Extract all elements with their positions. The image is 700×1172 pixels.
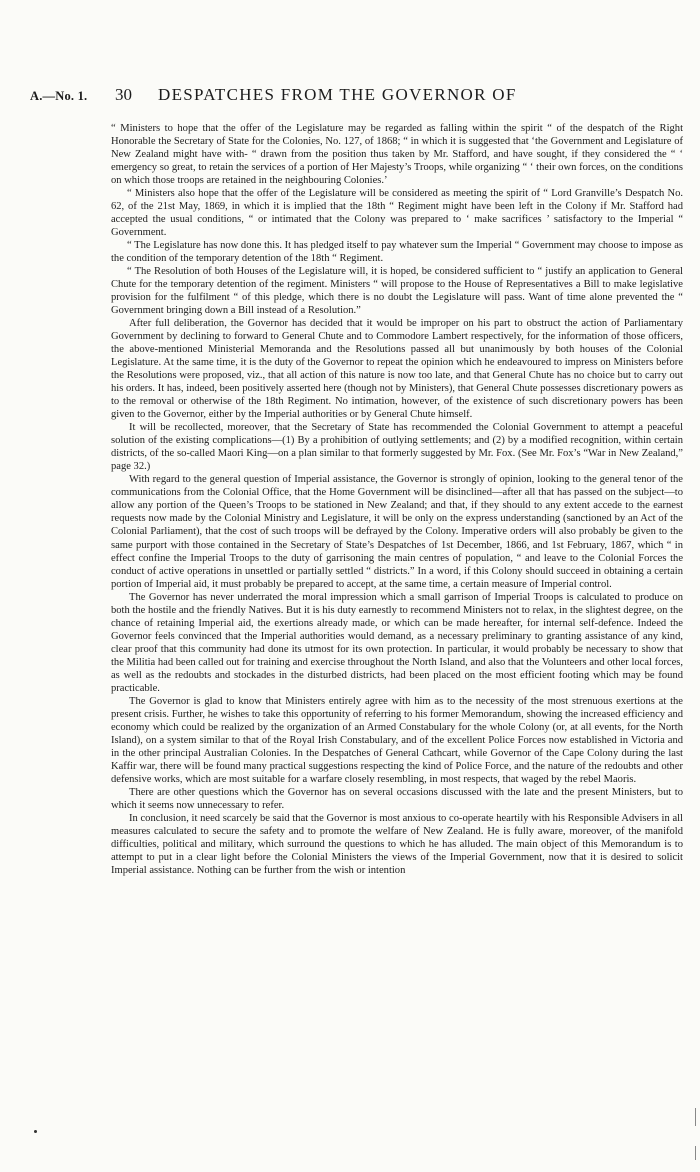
paragraph-moral-impression: The Governor has never underrated the moral impression which a small garrison of Imperial Troops is calculated to produce on both the hostile and the friendly Natives. But it is his duty earnestly to recommend Ministers not to relax, in the slightest degree, on the chance of retaining Imperial aid, the exertions already made, or which can be made hereafter, for internal self-defence. Indeed the Governor feels convinced that the Imperial authorities would demand, as a necessary preliminary to granting assistance of any kind, clear proof that this community had done its utmost for its own protection. In particular, it would probably be necessary to show that the Militia had been called out for training and exercise throughout the North Island, and also that the Volunteers and other local forces, as well as the redoubts and stockades in the disturbed districts, had been placed on the most efficient footing which may be found practicable. xyxy=(111,591,683,694)
paragraph-deliberation: After full deliberation, the Governor has decided that it would be improper on his part to obstruct the action of Parliamentary Government by declining to forward to General Chute and to Commodore Lambert respectively, for the information of those officers, the above-mentioned Ministerial Memoranda and the Resolutions passed all but unanimously by both houses of the Colonial Legislature. At the same time, it is the duty of the Governor to repeat the opinion which he endeavoured to impress on Ministers before the Resolutions were proposed, viz., that all action of this nature is now too late, and that General Chute has no choice but to carry out his orders. It has, indeed, been positively asserted here (though not by Ministers), that General Chute possesses discretionary powers as to the removal or otherwise of the 18th Regiment. No intimation, however, of the existence of such discretionary powers has been given to the Governor, either by the Imperial authorities or by General Chute himself. xyxy=(111,318,683,421)
document-body xyxy=(111,122,683,877)
page-number: 30 xyxy=(115,85,132,104)
edge-scan-mark xyxy=(695,1146,696,1160)
page-header xyxy=(30,83,690,111)
paragraph-quoted-2: “ Ministers also hope that the offer of the Legislature will be considered as meeting the spirit of “ Lord Granville’s Despatch No. 62, of the 21st May, 1869, in which it is implied that the 18th “ Regiment might have been left in the Colony if Mr. Stafford had accepted the usual conditions, “ or intimated that the Colony was prepared to ‘ make sacrifices ’ satisfactory to the Imperial “ Government. xyxy=(111,188,683,239)
edge-scan-mark xyxy=(695,1108,696,1126)
paragraph-conclusion: In conclusion, it need scarcely be said that the Governor is most anxious to co-operate heartily with his Responsible Advisers in all measures calculated to secure the safety and to promote the welfare of New Zealand. He is fully aware, moreover, of the manifold difficulties, political and military, which surround the questions to which he has alluded. The main object of this Memorandum is to attempt to put in a clear light before the Colonial Ministers the views of the Imperial Government, now that it is desired to solicit Imperial assistance. Nothing can be further from the wish or intention xyxy=(111,812,683,876)
document-reference: A.—No. 1. xyxy=(30,89,88,103)
paragraph-quoted-3: “ The Legislature has now done this. It has pledged itself to pay whatever sum the Imperial “ Government may choose to impose as the condition of the temporary detention of the 18th “ Regiment. xyxy=(111,240,683,265)
paragraph-recollection: It will be recollected, moreover, that the Secretary of State has recommended the Colonial Government to attempt a peaceful solution of the existing complications—(1) By a prohibition of outlying settlements; and (2) by a modified recognition, within certain districts, of the so-called Maori King—on a plan similar to that formerly suggested by Mr. Fox. (See Mr. Fox’s “War in New Zealand,” page 32.) xyxy=(111,422,683,473)
paragraph-strenuous-exertions: The Governor is glad to know that Ministers entirely agree with him as to the necessity of the most strenuous exertions at the present crisis. Further, he wishes to take this opportunity of referring to his former Memorandum, showing the increased efficiency and economy which could be realized by the organization of an Armed Constabulary for the whole Colony (or, at all events, for the North Island), on a system similar to that of the Royal Irish Constabulary, and of the excellent Police Forces now established in Victoria and in the other principal Australian Colonies. In the Despatches of General Cathcart, while Governor of the Cape Colony during the last Kaffir war, there will be found many practical suggestions respecting the kind of Police Force, and the nature of the redoubts and other defensive works, which are most suitable for a warfare closely resembling, in most respects, that waged by the rebel Maoris. xyxy=(111,695,683,785)
paragraph-other-questions: There are other questions which the Governor has on several occasions discussed with the late and the present Ministers, but to which it seems now unnecessary to refer. xyxy=(111,786,683,811)
paragraph-quoted-4: “ The Resolution of both Houses of the Legislature will, it is hoped, be considered sufficient to “ justify an application to General Chute for the temporary detention of the regiment. Ministers “ will propose to the House of Representatives a Bill to make legislative provision for the fulfilment “ of this pledge, which there is no doubt the Legislature will pass. Want of time alone prevented the “ Government bringing down a Bill instead of a Resolution.” xyxy=(111,266,683,317)
paragraph-imperial-assistance: With regard to the general question of Imperial assistance, the Governor is strongly of opinion, looking to the general tenor of the communications from the Colonial Office, that the Home Government will be disinclined—after all that has passed on the subject—to allow any portion of the Queen’s Troops to be stationed in New Zealand; and that, if they should to any extent accede to the earnest requests now made by the Colonial Ministry and Legislature, it will be only on the express understanding (sanctioned by an Act of the Colonial Parliament), that the cost of such troops will be defrayed by the Colony. Imperative orders will also probably be given to the same purport with those contained in the Secretary of State’s Despatches of 1st December, 1866, and 1st February, 1867, which “ in effect confine the Imperial Troops to the duty of garrisoning the main centres of population, “ and leave to the Colonial Forces the conduct of active operations in unsettled or partially settled “ districts.” In a word, if this Colony should succeed in obtaining a certain portion of Imperial aid, it must probably be prepared to accept, at the same time, a certain measure of Imperial control. xyxy=(111,474,683,590)
running-title: DESPATCHES FROM THE GOVERNOR OF xyxy=(158,85,517,104)
margin-dot xyxy=(34,1130,37,1133)
paragraph-quoted-1: “ Ministers to hope that the offer of the Legislature may be regarded as falling within the spirit “ of the despatch of the Right Honorable the Secretary of State for the Colonies, No. 127, of 1868; “ in which it is suggested that ‘the Government and Legislature of New Zealand might have with- “ drawn from the position thus taken by Mr. Stafford, and have sought, if they considered the “ ‘ emergency so great, to retain the services of a portion of Her Majesty’s Troops, while organizing “ ‘ their own forces, on the conditions on which those troops are retained in the neighbouring Colonies.’ xyxy=(111,123,683,187)
